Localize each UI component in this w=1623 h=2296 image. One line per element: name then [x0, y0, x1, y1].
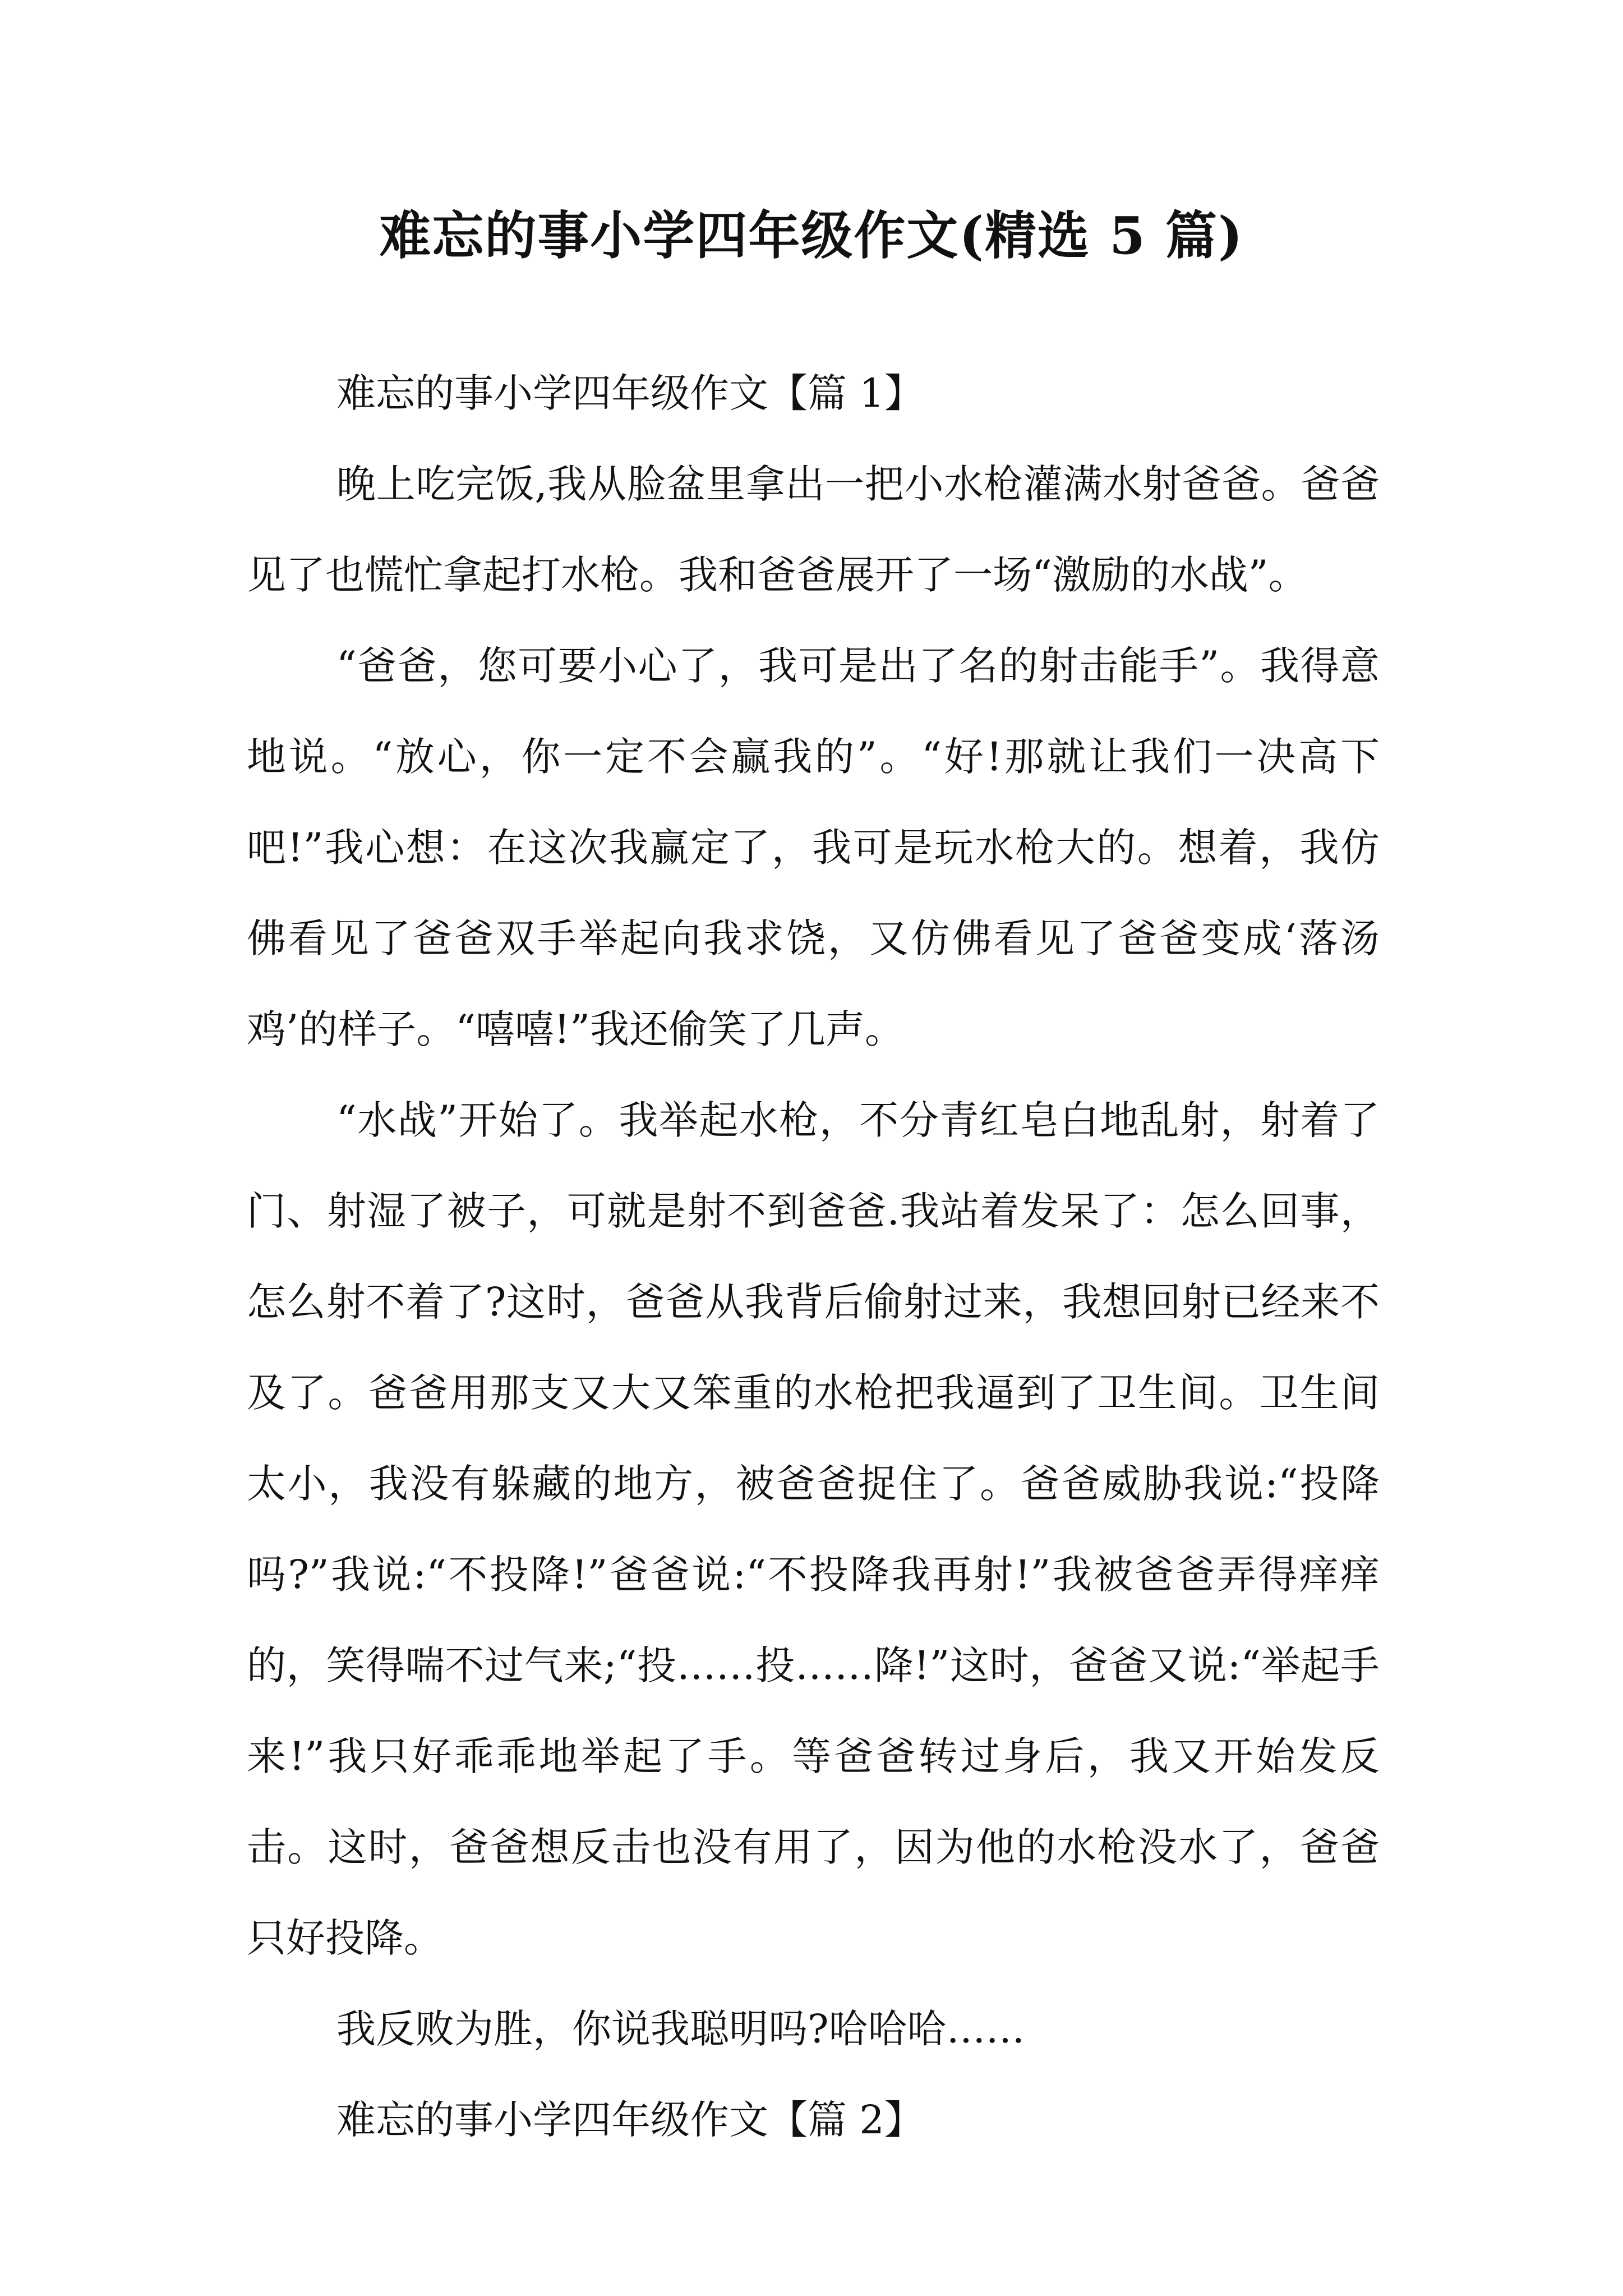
paragraph-4: 我反败为胜，你说我聪明吗?哈哈哈…… — [336, 2006, 1025, 2052]
paragraph-2: “爸爸，您可要小心了，我可是出了名的射击能手”。我得意地说。“放心，你一定不会赢我的”。“好!那就让我们一决高下吧!”我心想：在这次我赢定了，我可是玩水枪大的。想着，我仿佛看见了爸爸双手举起向我求饶，又仿佛看见了爸爸变成‘落汤鸡’的样子。“嘻嘻!”我还偷笑了几声。 — [247, 643, 1380, 1052]
section-heading-2: 难忘的事小学四年级作文【篇 2】 — [336, 2097, 924, 2143]
document-body — [247, 348, 1380, 2165]
document-title: 难忘的事小学四年级作文(精选 5 篇) — [379, 205, 1244, 266]
paragraph-3: “水战”开始了。我举起水枪，不分青红皂白地乱射，射着了门、射湿了被子，可就是射不到爸爸.我站着发呆了：怎么回事，怎么射不着了?这时，爸爸从我背后偷射过来，我想回射已经来不及了。爸爸用那支又大又笨重的水枪把我逼到了卫生间。卫生间太小，我没有躲藏的地方，被爸爸捉住了。爸爸威胁我说:“投降吗?”我说:“不投降!”爸爸说:“不投降我再射!”我被爸爸弄得痒痒的，笑得喘不过气来;“投……投……降!”这时，爸爸又说:“举起手来!”我只好乖乖地举起了手。等爸爸转过身后，我又开始发反击。这时，爸爸想反击也没有用了，因为他的水枪没水了，爸爸只好投降。 — [247, 1097, 1380, 1961]
paragraph-1: 晚上吃完饭,我从脸盆里拿出一把小水枪灌满水射爸爸。爸爸见了也慌忙拿起打水枪。我和爸爸展开了一场“激励的水战”。 — [247, 461, 1380, 598]
section-heading-1: 难忘的事小学四年级作文【篇 1】 — [336, 370, 924, 416]
